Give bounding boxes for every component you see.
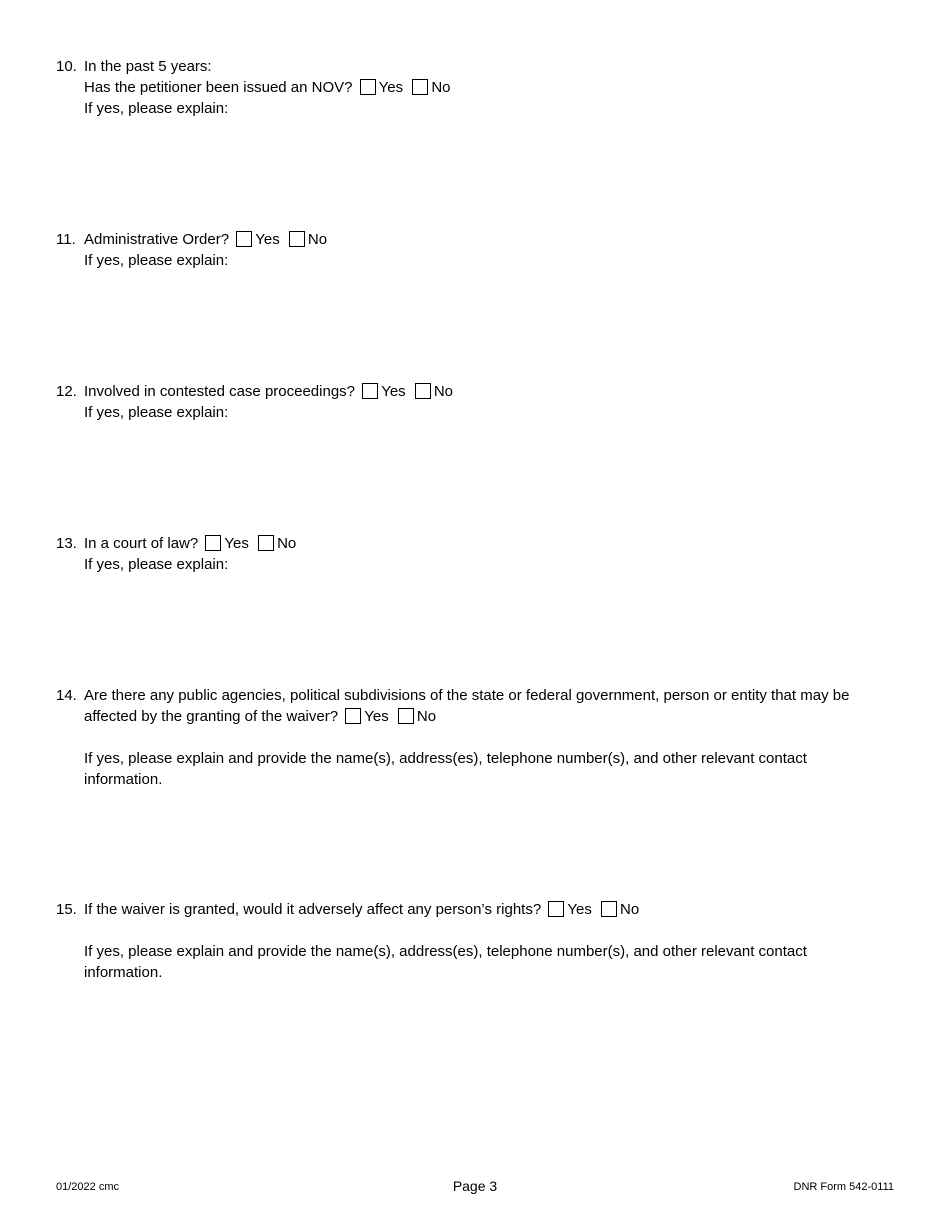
question-prompt: Involved in contested case proceedings?: [84, 383, 356, 400]
yes-label: Yes: [567, 901, 592, 918]
no-checkbox[interactable]: [289, 231, 305, 247]
question-14: [56, 685, 896, 790]
question-10: [56, 56, 896, 119]
yes-checkbox[interactable]: [360, 79, 376, 95]
explain-instruction: If yes, please explain:: [84, 556, 229, 573]
yes-label: Yes: [224, 535, 249, 552]
yes-label: Yes: [255, 231, 280, 248]
no-label: No: [433, 383, 454, 400]
yes-checkbox[interactable]: [362, 383, 378, 399]
question-number: 13.: [56, 535, 77, 552]
explain-instruction: If yes, please explain:: [84, 404, 229, 421]
yes-label: Yes: [378, 79, 404, 96]
question-intro: In the past 5 years:: [84, 58, 212, 75]
footer-page-number: Page 3: [452, 1178, 498, 1194]
yes-checkbox[interactable]: [205, 535, 221, 551]
footer-form-id: DNR Form 542-0111: [793, 1181, 894, 1193]
question-number: 15.: [56, 901, 77, 918]
no-label: No: [431, 79, 451, 96]
question-number: 10.: [56, 58, 77, 75]
yes-checkbox[interactable]: [548, 901, 564, 917]
no-label: No: [416, 708, 437, 725]
no-checkbox[interactable]: [415, 383, 431, 399]
explain-instruction: If yes, please explain and provide the name(s), address(es), telephone number(s), and other relevant contact information.: [84, 750, 807, 788]
yes-checkbox[interactable]: [236, 231, 252, 247]
question-prompt: If the waiver is granted, would it adversely affect any person’s rights?: [84, 901, 542, 918]
question-prompt: Administrative Order?: [84, 231, 230, 248]
question-number: 14.: [56, 687, 77, 704]
no-label: No: [277, 535, 297, 552]
no-label: No: [307, 231, 328, 248]
no-label: No: [620, 901, 640, 918]
question-11: [56, 229, 896, 271]
question-prompt-line2: affected by the granting of the waiver?: [84, 708, 339, 725]
no-checkbox[interactable]: [398, 708, 414, 724]
yes-label: Yes: [364, 708, 389, 725]
question-number: 12.: [56, 383, 77, 400]
explain-instruction: If yes, please explain:: [84, 252, 229, 269]
no-checkbox[interactable]: [601, 901, 617, 917]
explain-instruction: If yes, please explain and provide the name(s), address(es), telephone number(s), and other relevant contact information.: [84, 943, 807, 981]
yes-checkbox[interactable]: [345, 708, 361, 724]
question-13: [56, 533, 896, 575]
question-number: 11.: [56, 231, 76, 248]
question-15: [56, 899, 896, 983]
question-prompt-line1: Are there any public agencies, political subdivisions of the state or federal government, person or entity that may be: [84, 687, 850, 704]
question-prompt: In a court of law?: [84, 535, 199, 552]
question-prompt: Has the petitioner been issued an NOV?: [84, 79, 353, 96]
footer-revision: 01/2022 cmc: [56, 1181, 119, 1193]
yes-label: Yes: [381, 383, 406, 400]
question-12: [56, 381, 896, 423]
no-checkbox[interactable]: [258, 535, 274, 551]
no-checkbox[interactable]: [412, 79, 428, 95]
explain-instruction: If yes, please explain:: [84, 100, 229, 117]
